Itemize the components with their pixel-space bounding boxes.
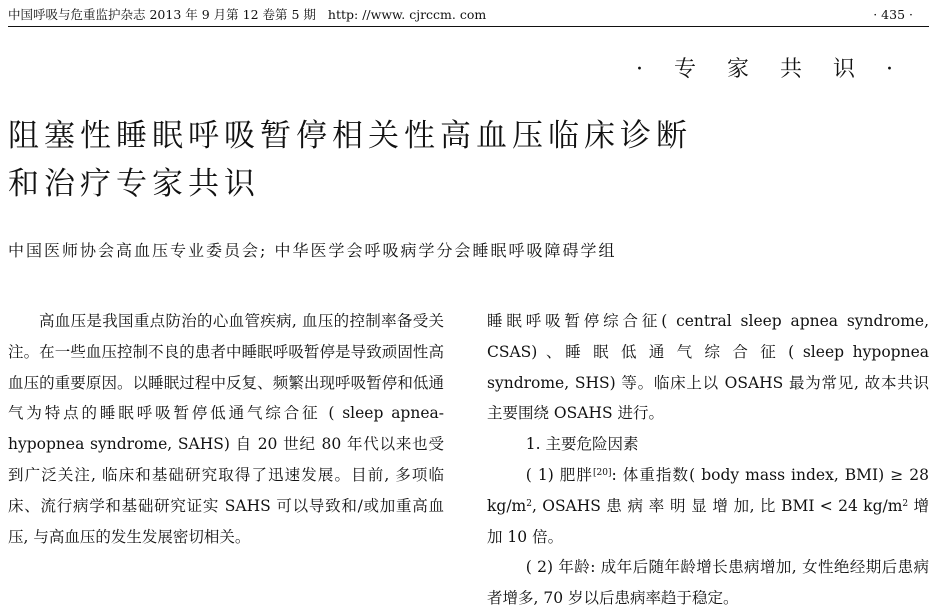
title-line-1: 阻塞性睡眠呼吸暂停相关性高血压临床诊断: [8, 118, 692, 154]
title-line-2: 和治疗专家共识: [8, 166, 260, 202]
item1-text-a: : 体重指数( body mass index, BMI) ≥ 28 kg/m: [487, 465, 929, 515]
risk-factor-obesity: [487, 460, 929, 552]
continued-paragraph: 睡眠呼吸暂停综合征( central sleep apnea syndrome, CSAS) 、睡 眠 低 通 气 综 合 征 ( sleep hypopnea syndrome, SHS) 等。临床上以 OSAHS 最为常见, 故本共识主要围绕 OSAHS 进行。: [487, 312, 929, 423]
intro-paragraph: 高血压是我国重点防治的心血管疾病, 血压的控制率备受关注。在一些血压控制不良的患者中睡眠呼吸暂停是导致顽固性高血压的重要原因。以睡眠过程中反复、频繁出现呼吸暂停和低通气为特点的睡眠呼吸暂停低通气综合征 ( sleep apnea-hypopnea syndrome, SAHS) 自 20 世纪 80 年代以来也受到广泛关注, 临床和基础研究取得了迅速发展。目前, 多项临床、流行病学和基础研究证实 SAHS 可以导致和/或加重高血压, 与高血压的发生发展密切相关。: [8, 312, 444, 546]
item1-prefix: ( 1) 肥胖: [525, 465, 593, 484]
superscript-2: 2: [526, 498, 532, 509]
running-header: [8, 4, 929, 27]
page-number: · 435 ·: [873, 7, 913, 22]
item1-text-b: , OSAHS 患 病 率 明 显 增 加, 比 BMI < 24 kg/m: [531, 496, 903, 515]
item1-text-c: 增加 10 倍。: [487, 496, 929, 546]
article-title: [8, 112, 908, 208]
citation-ref[interactable]: [20]: [592, 467, 612, 478]
author-affiliations: 中国医师协会高血压专业委员会; 中华医学会呼吸病学分会睡眠呼吸障碍学组: [8, 241, 617, 260]
journal-url[interactable]: http: //www. cjrccm. com: [327, 7, 487, 22]
superscript-2: 2: [902, 498, 909, 509]
risk-factor-age: ( 2) 年龄: 成年后随年龄增长患病增加, 女性绝经期后患病者增多, 70 岁以后患病率趋于稳定。: [487, 558, 929, 608]
journal-name: 中国呼吸与危重监护杂志 2013 年 9 月第 12 卷第 5 期: [8, 7, 316, 22]
journal-info: [8, 4, 486, 26]
section-heading: 1. 主要危险因素: [525, 435, 639, 454]
right-column: [487, 306, 929, 614]
left-column: [8, 306, 444, 552]
column-label: · 专 家 共 识 ·: [636, 57, 905, 82]
